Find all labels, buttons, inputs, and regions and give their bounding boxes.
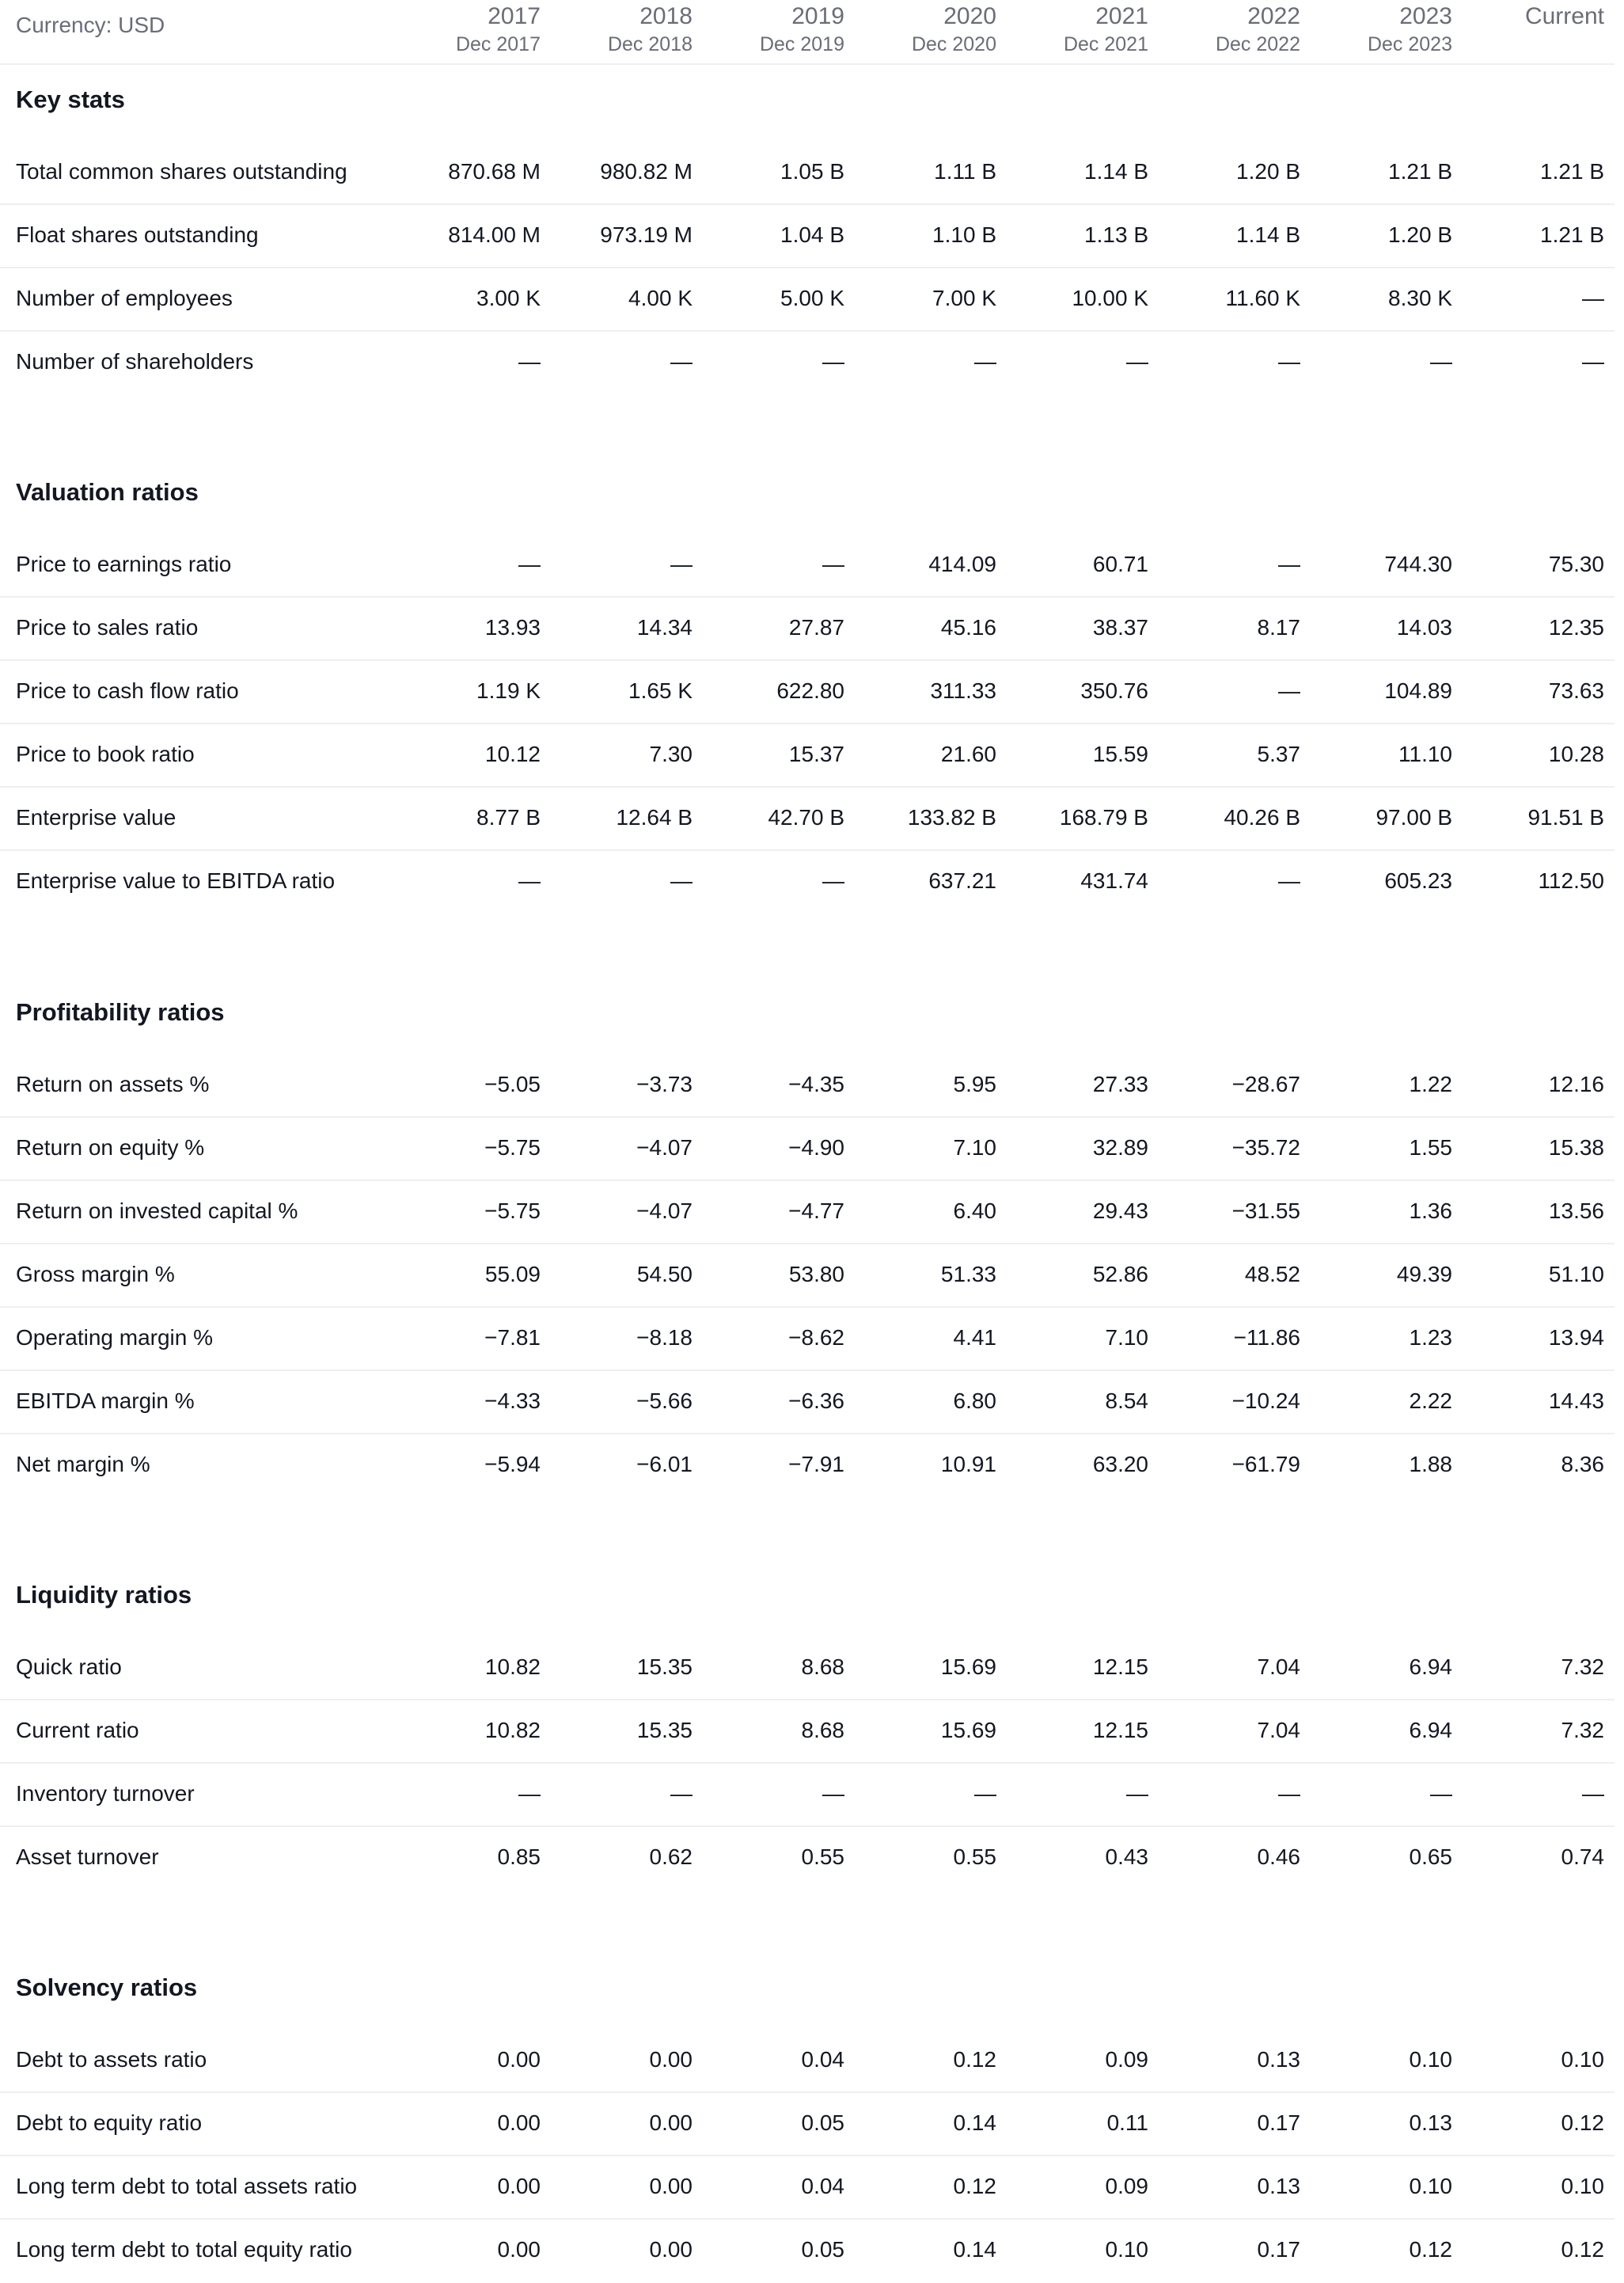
table-cell: 15.35 [636, 1718, 692, 1742]
section-title: Liquidity ratios [16, 1581, 192, 1609]
row-label: Number of shareholders [16, 349, 254, 374]
table-cell: 1.05 B [780, 159, 844, 184]
table-cell: 414.09 [928, 552, 996, 576]
row-divider [0, 267, 1615, 268]
table-cell: 14.43 [1548, 1388, 1604, 1413]
table-cell: 1.14 B [1236, 222, 1300, 247]
table-cell: 431.74 [1080, 868, 1148, 893]
row-label: Number of employees [16, 286, 233, 310]
table-cell: 980.82 M [600, 159, 692, 184]
table-cell: 48.52 [1244, 1262, 1300, 1286]
table-cell: 5.00 K [780, 286, 844, 310]
table-cell: 7.30 [649, 742, 692, 766]
table-cell: 0.04 [801, 2047, 844, 2072]
table-cell: 13.93 [484, 615, 541, 640]
table-cell: 0.00 [649, 2110, 692, 2135]
column-header-period: Dec 2022 [1215, 33, 1300, 55]
table-cell: — [822, 1781, 844, 1806]
row-label: Return on invested capital % [16, 1198, 298, 1223]
table-cell: 75.30 [1548, 552, 1604, 576]
table-cell: 0.00 [649, 2047, 692, 2072]
table-cell: 0.55 [953, 1844, 996, 1869]
row-label: Enterprise value to EBITDA ratio [16, 868, 336, 893]
table-cell: −8.62 [788, 1325, 844, 1350]
column-header-year: 2021 [1095, 3, 1148, 29]
table-cell: — [1582, 1781, 1604, 1806]
table-cell: 53.80 [788, 1262, 844, 1286]
table-cell: 8.68 [801, 1718, 844, 1742]
row-divider [0, 2155, 1615, 2156]
row-divider [0, 1116, 1615, 1118]
section-title: Solvency ratios [16, 1973, 198, 2001]
table-cell: −6.01 [636, 1452, 692, 1476]
table-cell: 311.33 [930, 678, 996, 703]
table-cell: 10.91 [940, 1452, 996, 1476]
table-cell: 14.03 [1396, 615, 1452, 640]
table-cell: 0.10 [1409, 2047, 1452, 2072]
table-cell: 8.68 [801, 1654, 844, 1679]
table-cell: — [1582, 349, 1604, 374]
table-cell: — [822, 552, 844, 576]
table-cell: 0.12 [953, 2174, 996, 2198]
table-cell: 0.00 [497, 2110, 541, 2135]
row-label: Float shares outstanding [16, 222, 259, 247]
table-cell: 814.00 M [448, 222, 541, 247]
table-cell: 0.00 [497, 2174, 541, 2198]
row-label: Current ratio [16, 1718, 139, 1742]
table-cell: 73.63 [1548, 678, 1604, 703]
table-cell: — [518, 552, 541, 576]
table-cell: 32.89 [1092, 1135, 1148, 1160]
row-label: Long term debt to total assets ratio [16, 2174, 358, 2198]
table-cell: 8.30 K [1388, 286, 1452, 310]
table-cell: 15.69 [940, 1718, 996, 1742]
table-cell: 6.94 [1409, 1654, 1452, 1679]
column-header-year: 2018 [639, 3, 692, 29]
column-header-year: Current [1524, 3, 1604, 29]
table-cell: 27.87 [788, 615, 844, 640]
row-label: Price to book ratio [16, 742, 195, 766]
table-cell: 112.50 [1538, 868, 1604, 893]
table-cell: 0.00 [497, 2237, 541, 2262]
table-cell: — [822, 868, 844, 893]
table-cell: 0.46 [1257, 1844, 1300, 1869]
table-cell: 1.55 [1409, 1135, 1452, 1160]
table-cell: 1.13 B [1084, 222, 1148, 247]
row-label: Long term debt to total equity ratio [16, 2237, 352, 2262]
table-cell: 0.04 [801, 2174, 844, 2198]
table-cell: 14.34 [636, 615, 692, 640]
table-cell: 973.19 M [600, 222, 692, 247]
row-divider [0, 596, 1615, 598]
table-cell: 637.21 [928, 868, 996, 893]
table-cell: −4.35 [788, 1072, 844, 1096]
table-cell: 45.16 [940, 615, 996, 640]
column-header-period: Dec 2020 [911, 33, 996, 55]
table-cell: −61.79 [1231, 1452, 1300, 1476]
table-cell: — [1430, 1781, 1452, 1806]
table-cell: 0.12 [1561, 2110, 1604, 2135]
row-divider [0, 203, 1615, 205]
table-cell: −4.07 [636, 1135, 692, 1160]
table-cell: 622.80 [776, 678, 844, 703]
table-cell: 0.10 [1105, 2237, 1148, 2262]
row-divider [0, 1433, 1615, 1434]
table-cell: 29.43 [1092, 1198, 1148, 1223]
row-divider [0, 1699, 1615, 1700]
table-cell: −4.77 [788, 1198, 844, 1223]
table-cell: −4.33 [484, 1388, 541, 1413]
table-cell: 0.74 [1561, 1844, 1604, 1869]
table-cell: 13.94 [1548, 1325, 1604, 1350]
table-cell: 870.68 M [448, 159, 541, 184]
row-divider [0, 330, 1615, 332]
table-cell: −35.72 [1231, 1135, 1300, 1160]
row-divider [0, 786, 1615, 788]
column-header-year: 2022 [1247, 3, 1300, 29]
table-cell: — [670, 552, 692, 576]
table-cell: −5.75 [484, 1135, 541, 1160]
table-cell: 0.11 [1106, 2110, 1148, 2135]
table-cell: 4.41 [953, 1325, 996, 1350]
row-divider [0, 1825, 1615, 1827]
table-cell: 0.62 [649, 1844, 692, 1869]
table-cell: −6.36 [788, 1388, 844, 1413]
table-cell: 1.22 [1409, 1072, 1452, 1096]
column-header-period: Dec 2023 [1367, 33, 1452, 55]
table-cell: 7.04 [1257, 1718, 1300, 1742]
table-cell: — [1582, 286, 1604, 310]
table-cell: 12.15 [1092, 1654, 1148, 1679]
table-cell: 15.35 [636, 1654, 692, 1679]
table-cell: 1.21 B [1540, 159, 1604, 184]
column-header-period: Dec 2018 [607, 33, 692, 55]
row-label: Inventory turnover [16, 1781, 195, 1806]
table-cell: 12.15 [1092, 1718, 1148, 1742]
table-cell: 1.21 B [1388, 159, 1452, 184]
table-cell: 8.77 B [476, 805, 541, 830]
column-header-year: 2019 [791, 3, 844, 29]
table-cell: 0.12 [1561, 2237, 1604, 2262]
table-cell: 63.20 [1092, 1452, 1148, 1476]
table-cell: 0.85 [497, 1844, 541, 1869]
row-divider [0, 1306, 1615, 1308]
table-cell: 10.12 [484, 742, 541, 766]
row-label: Enterprise value [16, 805, 176, 830]
table-cell: −28.67 [1231, 1072, 1300, 1096]
table-cell: −7.81 [484, 1325, 541, 1350]
table-cell: 1.20 B [1236, 159, 1300, 184]
table-cell: 21.60 [940, 742, 996, 766]
row-label: Debt to equity ratio [16, 2110, 203, 2135]
table-cell: 0.00 [649, 2174, 692, 2198]
table-cell: — [974, 1781, 996, 1806]
table-cell: 0.14 [953, 2110, 996, 2135]
table-cell: — [1278, 1781, 1300, 1806]
table-cell: 0.09 [1105, 2174, 1148, 2198]
table-cell: 8.17 [1257, 615, 1300, 640]
column-header-year: 2020 [943, 3, 996, 29]
table-cell: 52.86 [1092, 1262, 1148, 1286]
table-cell: 38.37 [1092, 615, 1148, 640]
table-cell: 0.12 [953, 2047, 996, 2072]
table-cell: −11.86 [1233, 1325, 1300, 1350]
table-cell: 6.80 [953, 1388, 996, 1413]
table-cell: 5.95 [953, 1072, 996, 1096]
row-label: Operating margin % [16, 1325, 214, 1350]
table-cell: 1.04 B [780, 222, 844, 247]
table-cell: 1.21 B [1540, 222, 1604, 247]
row-divider [0, 1243, 1615, 1244]
table-cell: — [518, 868, 541, 893]
table-cell: −3.73 [636, 1072, 692, 1096]
table-cell: 1.23 [1409, 1325, 1452, 1350]
row-label: Price to sales ratio [16, 615, 199, 640]
table-cell: 55.09 [484, 1262, 541, 1286]
table-cell: — [974, 349, 996, 374]
table-cell: 12.64 B [616, 805, 692, 830]
table-cell: 42.70 B [768, 805, 844, 830]
column-header-period: Dec 2019 [759, 33, 844, 55]
table-cell: 51.10 [1548, 1262, 1604, 1286]
table-cell: 6.94 [1409, 1718, 1452, 1742]
table-cell: 0.05 [801, 2237, 844, 2262]
table-cell: — [1278, 868, 1300, 893]
table-cell: 54.50 [636, 1262, 692, 1286]
header-divider [0, 63, 1615, 65]
row-label: Gross margin % [16, 1262, 175, 1286]
table-cell: — [1278, 552, 1300, 576]
table-cell: — [1278, 678, 1300, 703]
table-cell: −5.75 [484, 1198, 541, 1223]
table-cell: — [670, 1781, 692, 1806]
section-title: Key stats [16, 85, 125, 113]
table-cell: 350.76 [1080, 678, 1148, 703]
table-cell: 0.13 [1257, 2047, 1300, 2072]
table-cell: 15.38 [1548, 1135, 1604, 1160]
table-cell: 15.37 [788, 742, 844, 766]
table-cell: −5.05 [484, 1072, 541, 1096]
row-label: Price to cash flow ratio [16, 678, 239, 703]
column-header-period: Dec 2017 [455, 33, 541, 55]
row-label: Price to earnings ratio [16, 552, 232, 576]
table-cell: 91.51 B [1527, 805, 1604, 830]
table-cell: 15.59 [1092, 742, 1148, 766]
table-cell: 0.00 [497, 2047, 541, 2072]
table-cell: −5.66 [636, 1388, 692, 1413]
column-header-period: Dec 2021 [1063, 33, 1148, 55]
row-label: Asset turnover [16, 1844, 159, 1869]
table-cell: — [518, 349, 541, 374]
table-cell: — [1126, 349, 1148, 374]
table-cell: 0.14 [953, 2237, 996, 2262]
table-cell: 0.43 [1105, 1844, 1148, 1869]
table-cell: −8.18 [636, 1325, 692, 1350]
table-cell: 2.22 [1409, 1388, 1452, 1413]
row-label: Quick ratio [16, 1654, 122, 1679]
table-cell: 15.69 [940, 1654, 996, 1679]
row-divider [0, 1179, 1615, 1181]
row-label: Net margin % [16, 1452, 150, 1476]
table-cell: 0.00 [649, 2237, 692, 2262]
table-cell: 133.82 B [907, 805, 996, 830]
table-cell: 744.30 [1384, 552, 1452, 576]
table-cell: — [1126, 1781, 1148, 1806]
table-cell: 7.10 [1105, 1325, 1148, 1350]
row-label: Total common shares outstanding [16, 159, 347, 184]
table-cell: 5.37 [1257, 742, 1300, 766]
table-cell: 10.00 K [1072, 286, 1148, 310]
table-cell: 6.40 [953, 1198, 996, 1223]
table-cell: 104.89 [1384, 678, 1452, 703]
table-cell: 12.35 [1548, 615, 1604, 640]
table-cell: 27.33 [1092, 1072, 1148, 1096]
table-cell: 1.65 K [628, 678, 692, 703]
table-cell: 0.10 [1561, 2174, 1604, 2198]
table-cell: 11.10 [1398, 742, 1452, 766]
table-cell: 0.13 [1409, 2110, 1452, 2135]
table-cell: 1.20 B [1388, 222, 1452, 247]
table-cell: — [670, 868, 692, 893]
table-cell: 1.10 B [932, 222, 996, 247]
table-cell: 8.54 [1105, 1388, 1148, 1413]
table-cell: 1.11 B [934, 159, 996, 184]
table-cell: 10.82 [484, 1654, 541, 1679]
table-cell: 12.16 [1548, 1072, 1604, 1096]
row-divider [0, 2218, 1615, 2220]
row-label: Return on equity % [16, 1135, 205, 1160]
row-label: Debt to assets ratio [16, 2047, 207, 2072]
table-cell: −4.07 [636, 1198, 692, 1223]
table-cell: 3.00 K [476, 286, 541, 310]
table-cell: 0.12 [1409, 2237, 1452, 2262]
table-cell: 10.82 [484, 1718, 541, 1742]
table-cell: 13.56 [1548, 1198, 1604, 1223]
table-cell: 1.14 B [1084, 159, 1148, 184]
table-cell: 0.10 [1561, 2047, 1604, 2072]
table-cell: 0.13 [1257, 2174, 1300, 2198]
row-divider [0, 2091, 1615, 2093]
table-cell: 7.00 K [932, 286, 996, 310]
table-cell: 8.36 [1561, 1452, 1604, 1476]
row-divider [0, 723, 1615, 724]
table-cell: 7.32 [1561, 1654, 1604, 1679]
table-cell: −10.24 [1231, 1388, 1300, 1413]
table-cell: 60.71 [1092, 552, 1148, 576]
table-cell: — [518, 1781, 541, 1806]
table-cell: 0.10 [1409, 2174, 1452, 2198]
row-divider [0, 659, 1615, 661]
row-divider [0, 1369, 1615, 1371]
table-cell: 0.17 [1257, 2110, 1300, 2135]
row-label: Return on assets % [16, 1072, 210, 1096]
row-divider [0, 849, 1615, 851]
table-cell: 0.17 [1257, 2237, 1300, 2262]
table-cell: 605.23 [1384, 868, 1452, 893]
table-cell: 7.04 [1257, 1654, 1300, 1679]
table-cell: 1.36 [1409, 1198, 1452, 1223]
section-title: Valuation ratios [16, 478, 199, 506]
table-cell: 11.60 K [1225, 286, 1300, 310]
table-cell: 49.39 [1396, 1262, 1452, 1286]
table-cell: — [1430, 349, 1452, 374]
column-header-year: 2023 [1399, 3, 1452, 29]
table-cell: 0.65 [1409, 1844, 1452, 1869]
table-cell: 10.28 [1548, 742, 1604, 766]
table-cell: −4.90 [788, 1135, 844, 1160]
table-cell: 1.19 K [476, 678, 541, 703]
currency-label: Currency: USD [16, 13, 165, 37]
table-cell: −7.91 [788, 1452, 844, 1476]
table-cell: −5.94 [484, 1452, 541, 1476]
table-cell: 4.00 K [628, 286, 692, 310]
table-cell: 0.55 [801, 1844, 844, 1869]
column-header-year: 2017 [488, 3, 541, 29]
row-label: EBITDA margin % [16, 1388, 195, 1413]
row-divider [0, 1762, 1615, 1764]
table-cell: — [1278, 349, 1300, 374]
table-cell: 168.79 B [1059, 805, 1148, 830]
table-cell: −31.55 [1231, 1198, 1300, 1223]
table-cell: 0.09 [1105, 2047, 1148, 2072]
section-title: Profitability ratios [16, 998, 225, 1026]
table-cell: 0.05 [801, 2110, 844, 2135]
table-cell: 1.88 [1409, 1452, 1452, 1476]
table-cell: 97.00 B [1375, 805, 1452, 830]
table-cell: 40.26 B [1224, 805, 1300, 830]
table-cell: — [670, 349, 692, 374]
table-cell: 7.32 [1561, 1718, 1604, 1742]
table-cell: — [822, 349, 844, 374]
table-cell: 7.10 [953, 1135, 996, 1160]
table-cell: 51.33 [940, 1262, 996, 1286]
